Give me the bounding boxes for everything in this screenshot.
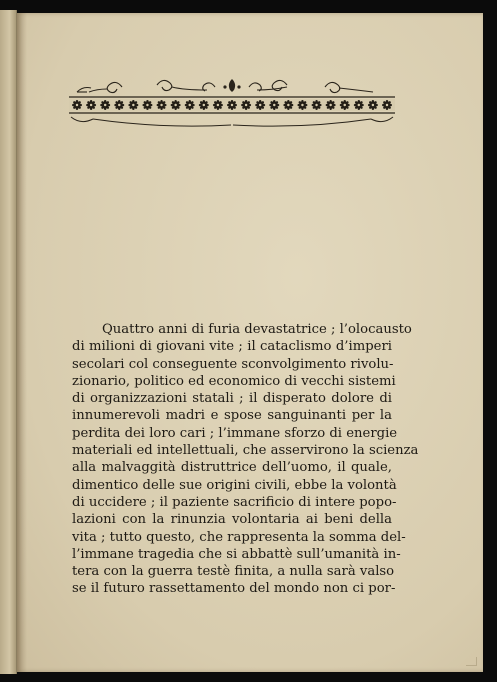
rosette-icon	[213, 100, 223, 110]
body-paragraph	[72, 321, 419, 598]
rosette-band	[72, 100, 392, 110]
text-line: alla malvaggità distruttrice dell’uomo, il quale,	[72, 460, 392, 476]
text-line: di organizzazioni statali ; il disperato dolore di	[72, 391, 392, 407]
text-line: di milioni di giovani vite ; il cataclismo d’imperi	[72, 339, 392, 355]
rosette-icon	[312, 100, 322, 110]
text-line: se il futuro rassettamento del mondo non ci por-	[72, 581, 396, 597]
text-line: secolari col conseguente sconvolgimento rivolu-	[72, 356, 394, 372]
rosette-icon	[269, 100, 279, 110]
text-line: l’immane tragedia che si abbattè sull’umanità in-	[72, 546, 401, 562]
text-line: dimentico delle sue origini civili, ebbe la volontà	[72, 477, 397, 493]
text-line: innumerevoli madri e spose sanguinanti per la	[72, 408, 392, 424]
decorative-header-ornament	[67, 73, 397, 133]
rosette-icon	[283, 100, 293, 110]
rosette-icon	[157, 100, 167, 110]
rosette-icon	[241, 100, 251, 110]
rosette-icon	[326, 100, 336, 110]
text-line: perdita dei loro cari ; l’immane sforzo di energie	[72, 425, 398, 441]
rosette-icon	[72, 100, 82, 110]
rosette-icon	[100, 100, 110, 110]
rosette-icon	[227, 100, 237, 110]
rosette-icon	[142, 100, 152, 110]
gutter-shadow	[17, 13, 27, 672]
text-line: lazioni con la rinunzia volontaria ai beni della	[72, 512, 392, 528]
rosette-icon	[171, 100, 181, 110]
rosette-icon	[255, 100, 265, 110]
text-line: di uccidere ; il paziente sacrificio di intere popo-	[72, 494, 397, 510]
text-line: Quattro anni di furia devastatrice ; l’olocausto	[102, 322, 412, 337]
rosette-icon	[368, 100, 378, 110]
text-line: materiali ed intellettuali, che asservirono la scienza	[72, 443, 419, 459]
rosette-icon	[297, 100, 307, 110]
rosette-icon	[185, 100, 195, 110]
rosette-icon	[382, 100, 392, 110]
text-line: vita ; tutto questo, che rappresenta la somma del-	[72, 529, 406, 545]
text-line: zionario, politico ed economico di vecchi sistemi	[72, 373, 396, 389]
rosette-icon	[340, 100, 350, 110]
rosette-icon	[114, 100, 124, 110]
rosette-icon	[354, 100, 364, 110]
rosette-icon	[199, 100, 209, 110]
left-page-edge	[0, 10, 17, 674]
rosette-icon	[86, 100, 96, 110]
rosette-icon	[128, 100, 138, 110]
page-corner-mark	[466, 657, 477, 666]
text-line: tera con la guerra testè finita, a nulla sarà valso	[72, 564, 395, 580]
book-page	[17, 13, 483, 672]
